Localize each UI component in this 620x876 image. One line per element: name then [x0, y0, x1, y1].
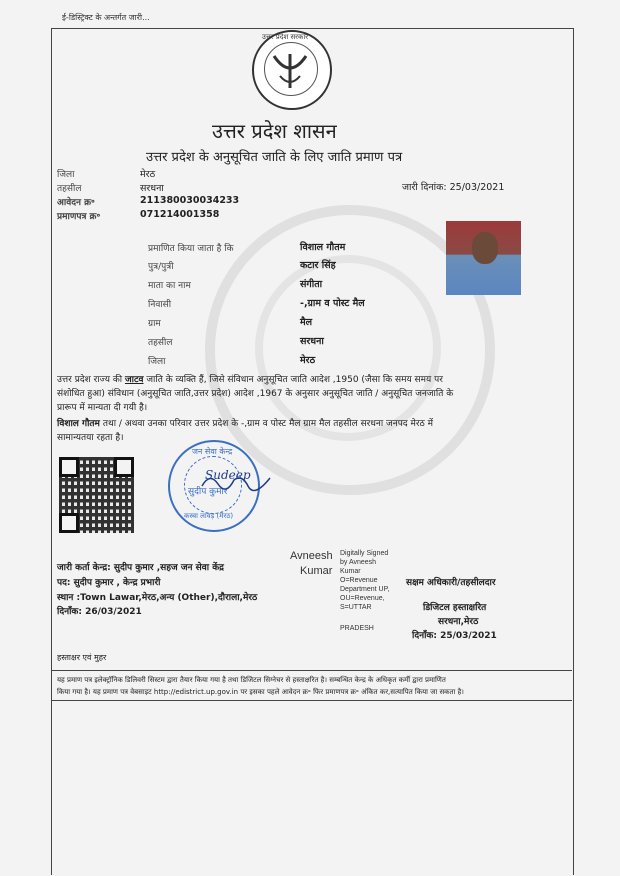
- village-label: ग्राम: [148, 319, 161, 329]
- detail-district-value: मेरठ: [300, 355, 316, 366]
- qr-finder-top-left: [59, 457, 79, 477]
- detail-tehsil-value: सरधना: [300, 336, 324, 347]
- qr-finder-top-right: [114, 457, 134, 477]
- body-line-3: प्रारूप में मान्यता दी गयी है।: [57, 403, 148, 413]
- meta-district-label: जिला: [57, 170, 75, 180]
- stamp-bottom-text: कस्बा लावड़ (मेरठ): [184, 512, 234, 520]
- certificate-title: उत्तर प्रदेश के अनुसूचित जाति के लिए जाति प्रमाण पत्र: [146, 150, 403, 165]
- authority-date: दिनाँक: 25/03/2021: [412, 631, 497, 641]
- digital-sign-name-2: Kumar: [300, 565, 333, 577]
- body-line-4-rest: तथा / अथवा उनका परिवार उत्तर प्रदेश के -,ग्राम व पोस्ट मैल ग्राम मैल तहसील सरधना जनपद मेरठ में: [102, 419, 434, 429]
- issuer-post: पद: सुदीप कुमार , केन्द्र प्रभारी: [57, 578, 161, 588]
- village-value: मैल: [300, 317, 313, 328]
- digital-sign-line: PRADESH: [340, 625, 374, 632]
- meta-application-label: आवेदन क्र॰: [57, 198, 95, 208]
- resident-label: निवासी: [148, 300, 172, 310]
- meta-tehsil-label: तहसील: [57, 184, 82, 194]
- digital-sign-line: Digitally Signed: [340, 550, 389, 557]
- govt-title: उत्तर प्रदेश शासन: [212, 119, 337, 143]
- digital-sign-line: Department UP,: [340, 586, 390, 593]
- certified-value: विशाल गौतम: [300, 242, 346, 253]
- digital-sign-line: by Avneesh: [340, 559, 377, 566]
- emblem-text: उत्तर प्रदेश सरकार: [262, 33, 309, 41]
- digital-sign-name-1: Avneesh: [290, 550, 333, 562]
- body-line-2: संशोधित हुआ) संविधान (अनुसूचित जाति,उत्तर प्रदेश) आदेश ,1967 के अनुसार अनुसूचित जाति / अनुसूचित जनजाति के: [57, 389, 454, 399]
- meta-application-value: 211380030034233: [140, 195, 240, 206]
- signature-icon: [200, 470, 276, 492]
- stamp-middle-text: सुदीप कुमार: [188, 487, 228, 497]
- detail-tehsil-label: तहसील: [148, 338, 173, 348]
- body-line-1-pre: उत्तर प्रदेश राज्य की: [57, 375, 123, 385]
- header-note: ई-डिस्ट्रिक्ट के अन्तर्गत जारी...: [62, 13, 150, 22]
- detail-district-label: जिला: [148, 357, 166, 367]
- digital-sign-line: OU=Revenue,: [340, 595, 385, 602]
- body-line-4: [57, 416, 433, 429]
- caste-name: जाटव: [124, 375, 144, 385]
- sign-text: Sudeep: [205, 468, 251, 482]
- meta-district-value: मेरठ: [140, 169, 156, 180]
- authority-title: सक्षम अधिकारी/तहसीलदार: [406, 578, 496, 588]
- qr-finder-bottom-left: [59, 513, 79, 533]
- issuer-date: दिनाँक: 26/03/2021: [57, 607, 142, 617]
- digital-sign-details: [340, 549, 389, 633]
- meta-tehsil-value: सरधना: [140, 183, 164, 194]
- footer-divider: [51, 670, 572, 671]
- mother-value: संगीता: [300, 279, 323, 290]
- issue-date: जारी दिनांक: 25/03/2021: [402, 182, 505, 193]
- bow-arrow-icon: [268, 50, 312, 90]
- authority-digital: डिजिटल हस्ताक्षरित: [423, 603, 487, 613]
- watermark-inner-ring: [255, 255, 441, 441]
- issuer-place: स्थान :Town Lawar,मेरठ,अन्य (Other),दौराला,मेरठ: [57, 593, 258, 603]
- applicant-name-inline: विशाल गौतम: [57, 419, 100, 429]
- son-label: पुत्र/पुत्री: [148, 262, 174, 272]
- mother-label: माता का नाम: [148, 281, 191, 291]
- meta-certificate-value: 071214001358: [140, 209, 220, 220]
- footer-line-2: किया गया है। यह प्रमाण पत्र वेबसाइट http://edistrict.up.gov.in पर इसका पहले आवेदन क्र॰ फिर प्रमाणपत्र क्र॰ अंकित कर,सत्यापित किया जा सकता है।: [57, 688, 464, 696]
- resident-value: -,ग्राम व पोस्ट मैल: [300, 298, 365, 309]
- body-line-1-post: जाति के व्यक्ति हैं, जिसे संविधान अनुसूचित जाति आदेश ,1950 (जैसा कि समय समय पर: [146, 375, 443, 385]
- footer-bottom-divider: [51, 700, 572, 701]
- seal-label: हस्ताक्षर एवं मुहर: [57, 653, 107, 662]
- applicant-face: [472, 232, 498, 264]
- certified-label: प्रमाणित किया जाता है कि: [148, 244, 234, 254]
- son-value: कटार सिंह: [300, 260, 336, 271]
- stamp-top-text: जन सेवा केन्द्र: [192, 447, 233, 456]
- authority-place: सरधना,मेरठ: [438, 617, 479, 627]
- digital-sign-line: Kumar: [340, 568, 361, 575]
- digital-sign-line: S=UTTAR: [340, 604, 372, 611]
- footer-line-1: यह प्रमाण पत्र इलेक्ट्रॉनिक डिलिवरी सिस्टम द्वारा तैयार किया गया है तथा डिजिटल सिग्नेचर से हस्ताक्षरित है। सम्बन्धित केन्द्र के अधिकृत कर्मी द्वारा प्रमाणित: [57, 676, 446, 684]
- body-line-5: सामान्यतया रहता है।: [57, 433, 124, 443]
- body-line-1: [57, 372, 443, 385]
- digital-sign-line: O=Revenue: [340, 577, 378, 584]
- meta-certificate-label: प्रमाणपत्र क्र॰: [57, 212, 101, 222]
- issuer-center: जारी कर्ता केन्द्र: सुदीप कुमार ,सहज जन सेवा केंद्र: [57, 563, 224, 573]
